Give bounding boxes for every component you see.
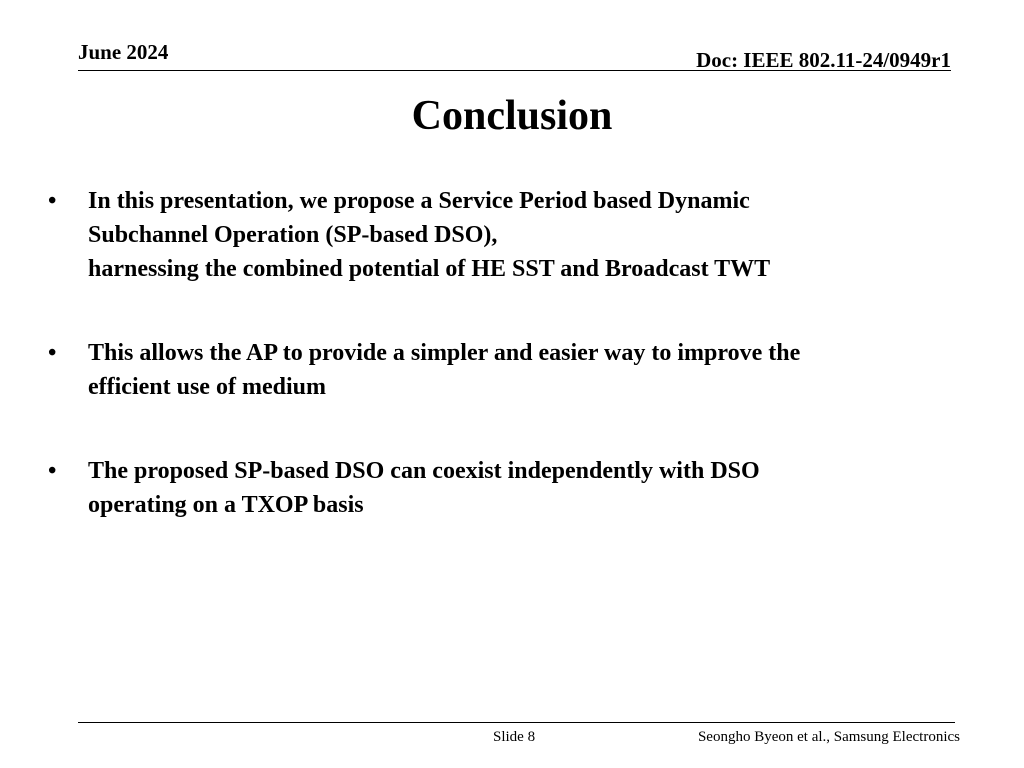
bullet-list [48, 184, 968, 522]
bullet-text-line: efficient use of medium [88, 374, 326, 400]
bullet-text-line: Subchannel Operation (SP-based DSO), [88, 222, 498, 248]
bullet-item [48, 336, 968, 404]
bullet-marker: • [48, 188, 57, 214]
slide-number: Slide 8 [493, 729, 536, 745]
bullet-text-line: This allows the AP to provide a simpler and easier way to improve the [88, 340, 801, 366]
bullet-item [48, 454, 968, 522]
document-id: Doc: IEEE 802.11-24/0949r1 [696, 48, 951, 72]
bullet-text-line: operating on a TXOP basis [88, 492, 364, 518]
slide-title: Conclusion [411, 93, 613, 139]
bullet-marker: • [48, 340, 57, 366]
footer-author: Seongho Byeon et al., Samsung Electronics [697, 729, 960, 745]
bullet-text-line: In this presentation, we propose a Service Period based Dynamic [88, 188, 750, 214]
bullet-item [48, 184, 968, 286]
bullet-marker: • [48, 458, 57, 484]
bullet-text-line: The proposed SP-based DSO can coexist independently with DSO [88, 458, 760, 484]
header-date: June 2024 [78, 40, 169, 64]
footer-divider [78, 722, 955, 723]
header-divider [78, 70, 951, 71]
bullet-text-line: harnessing the combined potential of HE SST and Broadcast TWT [88, 256, 771, 282]
